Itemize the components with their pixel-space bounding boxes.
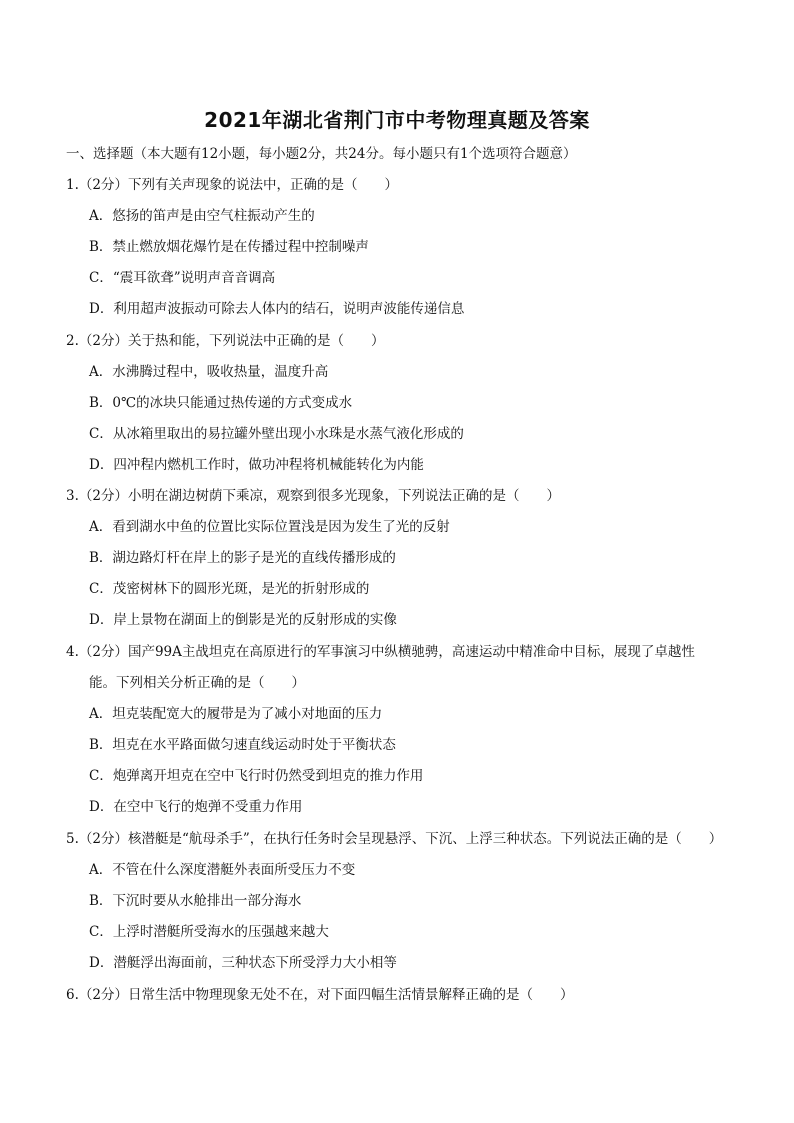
question-4-option-a: A．坦克装配宽大的履带是为了减小对地面的压力 [89,706,383,722]
question-4-option-c: C．炮弹离开坦克在空中飞行时仍然受到坦克的推力作用 [89,768,424,784]
question-4-option-d: D．在空中飞行的炮弹不受重力作用 [89,799,303,815]
question-1-stem: 1.（2分）下列有关声现象的说法中，正确的是（ ） [66,177,398,193]
page-title: 2021年湖北省荆门市中考物理真题及答案 [204,108,590,132]
question-5-option-d: D．潜艇浮出海面前，三种状态下所受浮力大小相等 [89,955,397,971]
section-heading: 一、选择题（本大题有12小题，每小题2分，共24分。每小题只有1个选项符合题意） [66,146,577,162]
question-3-option-a: A．看到湖水中鱼的位置比实际位置浅是因为发生了光的反射 [89,519,450,535]
question-2-option-c: C．从冰箱里取出的易拉罐外壁出现小水珠是水蒸气液化形成的 [89,426,464,442]
question-2-option-d: D．四冲程内燃机工作时，做功冲程将机械能转化为内能 [89,457,424,473]
question-3-option-b: B．湖边路灯杆在岸上的影子是光的直线传播形成的 [89,550,396,566]
question-2-option-b: B．0℃的冰块只能通过热传递的方式变成水 [89,395,353,411]
question-5-option-c: C．上浮时潜艇所受海水的压强越来越大 [89,924,329,940]
question-3-option-d: D．岸上景物在湖面上的倒影是光的反射形成的实像 [89,612,397,628]
question-3-stem: 3.（2分）小明在湖边树荫下乘凉，观察到很多光现象，下列说法正确的是（ ） [66,488,560,504]
question-4-stem-continued: 能。下列相关分析正确的是（ ） [89,675,305,691]
question-5-stem: 5.（2分）核潜艇是“航母杀手”，在执行任务时会呈现悬浮、下沉、上浮三种状态。下列说法正确的是（ ） [66,831,723,847]
question-2-option-a: A．水沸腾过程中，吸收热量，温度升高 [89,364,329,380]
question-1-option-d: D．利用超声波振动可除去人体内的结石，说明声波能传递信息 [89,301,465,317]
question-1-option-a: A．悠扬的笛声是由空气柱振动产生的 [89,208,315,224]
question-1-option-b: B．禁止燃放烟花爆竹是在传播过程中控制噪声 [89,239,369,255]
question-1-option-c: C．“震耳欲聋”说明声音音调高 [89,270,276,286]
question-5-option-b: B．下沉时要从水舱排出一部分海水 [89,893,302,909]
question-2-stem: 2.（2分）关于热和能，下列说法中正确的是（ ） [66,333,385,349]
question-5-option-a: A．不管在什么深度潜艇外表面所受压力不变 [89,862,356,878]
question-4-stem: 4.（2分）国产99A主战坦克在高原进行的军事演习中纵横驰骋，高速运动中精准命中目标，展现了卓越性 [66,644,695,660]
question-4-option-b: B．坦克在水平路面做匀速直线运动时处于平衡状态 [89,737,396,753]
question-3-option-c: C．茂密树林下的圆形光斑，是光的折射形成的 [89,581,370,597]
question-6-stem: 6.（2分）日常生活中物理现象无处不在，对下面四幅生活情景解释正确的是（ ） [66,987,574,1003]
